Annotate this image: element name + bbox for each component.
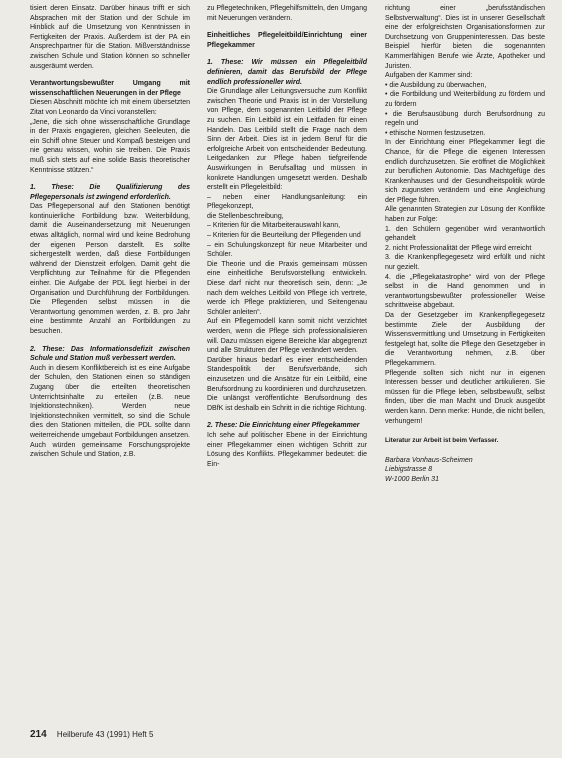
section-heading: 2. These: Die Einrichtung einer Pflegekammer xyxy=(207,422,360,430)
section-heading: 1. These: Die Qualifizierung des Pflegepersonals ist zwingend erforderlich. xyxy=(30,184,190,201)
paragraph: Literatur zur Arbeit ist beim Verfasser. xyxy=(385,437,499,445)
paragraph: – Kriterien für die Mitarbeiterauswahl kann, xyxy=(207,222,341,230)
paragraph: – ein Schulungskonzept für neue Mitarbeiter und Schüler. xyxy=(207,241,367,259)
paragraph: tisiert deren Einsatz. Darüber hinaus trifft er sich Absprachen mit der Station und der Schule im Hinblick auf die Umsetzung von Kenntnissen in Fertigkeiten der Praxis. Außerdem ist der PA ein Ansprechpartner für die Station. Mißverständnisse zwischen Schule und Station können so schneller ausgeräumt werden. xyxy=(30,5,190,70)
paragraph: • die Fortbildung und Weiterbildung zu fördern und zu fördern xyxy=(385,91,545,108)
paragraph: Die Grundlage aller Leitungsversuche zum Konflikt zwischen Theorie und Praxis ist in der Vorstellung von Pflege, dem sogenannten Leitbild der Pflege zu suchen. Ein Leitbild ist ein Leitfaden für einen Handeln. Das Leitbild stellt die Frage nach dem Sinn der Arbeit. Dies ist in jedem Beruf für die erfolgreiche Arbeit von entscheidender Bedeutung. Leitgedanken zur Pflege haben tiefgreifende Auswirkungen in Berufsalltag und müssen in konkrete Handlungen umgesetzt werden. Deshalb erstellt ein Pflegeleitbild: xyxy=(207,88,367,192)
paragraph: Diesen Abschnitt möchte ich mit einem übersetzten Zitat von Leonardo da Vinci voranstellen: xyxy=(30,99,190,116)
paragraph: 2. nicht Professionalität der Pflege wird erreicht xyxy=(385,244,532,252)
paragraph: Aufgaben der Kammer sind: xyxy=(385,72,473,80)
paragraph: Das Pflegepersonal auf den Stationen benötigt kontinuierliche Fortbildung bzw. Weiterbildung, damit die Auseinandersetzung mit Neuerungen etwas alltäglich, normal wird und keine Bedrohung der eigenen Person darstellt. Es sollte sichergestellt werden, daß diese Fortbildungen während der Dienstzeit erfolgen. Damit geht die Verpflichtung zur Teilnahme für die Pflegenden einher. Die Aufgabe der PDL liegt hierbei in der Organisation und Durchführung der Fortbildungen. Die Pflegenden selbst müssen in die Verantwortung genommen werden, z. B. pro Jahr eine bestimmte Anzahl an Fortbildungen zu besuchen. xyxy=(30,203,190,335)
section-heading: Verantwortungsbewußter Umgang mit wissenschaftlichen Neuerungen in der Pflege xyxy=(30,80,190,97)
paragraph: 3. die Krankenpflegegesetz wird erfüllt und nicht nur gezielt. xyxy=(385,254,545,272)
page-number: 214 xyxy=(30,729,47,740)
column-left xyxy=(30,4,190,460)
paragraph: die Stellenbeschreibung, xyxy=(207,212,284,220)
paragraph: Darüber hinaus bedarf es einer entscheidenden Standespolitik der Berufsverbände, sich einzusetzen und die Ansätze für ein Leitbild, eine Berufsordnung zu koordinieren und durchzusetzen. Die unlängst veröffentlichte Berufsordnung des DBfK ist deshalb ein Schritt in die richtige Richtung. xyxy=(207,356,367,412)
paragraph: – Kriterien für die Beurteilung der Pflegenden und xyxy=(207,232,361,240)
paragraph: Alle genannten Strategien zur Lösung der Konflikte haben zur Folge: xyxy=(385,206,545,224)
paragraph: 4. die „Pflegekatastrophe“ wird von der Pflege selbst in die Hand genommen und in verantwortungsbewußter professioneller Weise schrittweise abgebaut. xyxy=(385,273,545,310)
paragraph: • ethische Normen festzusetzen. xyxy=(385,129,486,137)
paragraph: • die Berufsausübung durch Berufsordnung zu regeln und xyxy=(385,110,545,128)
paragraph: In der Einrichtung einer Pflegekammer liegt die Chance, für die Pflege die eigenen Interessen endlich durchzusetzen. Sie eröffnet die Möglichkeit zur beruflichen Autonomie. Das Machtgefüge des Krankenhauses und der Gesundheitspolitik würde sich zugunsten verändern und eine Angleichung der Pflege führen. xyxy=(385,139,545,204)
paragraph: Liebigstrasse 8 xyxy=(385,466,433,474)
paragraph: • die Ausbildung zu überwachen, xyxy=(385,81,487,89)
paragraph: Auch in diesem Konfliktbereich ist es eine Aufgabe der Schulen, den Stationen einen so ständigen Zugang über die erteilten theoretischen Unterrichtsinhalte zu erteilen (z.B. neue Injektionstechniken). Werden neue Injektionstechniken vermittelt, so sind die Schule dies den Stationen mitteilen, die PDL sollte dann weiterreichende umgebaut Fortbildungen ansetzen. Auch würden gemeinsame Forschungsprojekte zwischen Schule und Station, z.B. xyxy=(30,364,190,459)
paragraph: Da der Gesetzgeber im Krankenpflegegesetz bestimmte Ziele der Ausbildung der Wissensvermittlung und Umsetzung in Fertigkeiten festgelegt hat, sollte die Pflege den Gesetzgeber in die Verantwortung nehmen, z.B. über Pflegekammern. xyxy=(385,312,545,367)
section-heading: 2. These: Das Informationsdefizit zwischen Schule und Station muß verbessert werden. xyxy=(30,345,190,363)
paragraph: Die Theorie und die Praxis gemeinsam müssen eine einheitliche Berufsvorstellung entwickeln. Diese darf nicht nur theoretisch sein, denn: „Je nach dem welches Leitbild von Pflege ich vertrete, werde ich Pflege praktizieren, und Seitengenau Schüler anleiten“. xyxy=(207,260,367,316)
paragraph: Ich sehe auf politischer Ebene in der Einrichtung einer Pflegekammer einen wichtigen Schritt zur Lösung des Konflikts. Pflegekammer bedeutet: die Ein- xyxy=(207,431,367,468)
paragraph: „Jene, die sich ohne wissenschaftliche Grundlage in der Praxis engagieren, gleichen Seeleuten, die ein Schiff ohne Steuer und Kompaß besteigen und nie genau wissen, wohin sie treiben. Die Praxis muß sich stets auf eine solide Basis theoretischer Kenntnisse stützen.“ xyxy=(30,118,190,174)
paragraph: Auf ein Pflegemodell kann somit nicht verzichtet werden, wenn die Pflege sich professionalisieren will. Dazu müssen eigene Bereiche klar abgegrenzt und alle Strukturen der Pflege verändert werden. xyxy=(207,318,367,355)
paragraph: zu Pflegetechniken, Pflegehilfsmitteln, den Umgang mit Neuerungen verändern. xyxy=(207,5,367,22)
paragraph: W-1000 Berlin 31 xyxy=(385,475,439,483)
journal-reference: Heilberufe 43 (1991) Heft 5 xyxy=(56,730,154,739)
section-heading: Einheitliches Pflegeleitbild/Einrichtung einer Pflegekammer xyxy=(207,32,367,49)
paragraph: – neben einer Handlungsanleitung: ein Pflegekonzept, xyxy=(207,193,367,211)
column-middle xyxy=(207,4,367,469)
paragraph: Barbara Vonhaus-Scheimen xyxy=(385,456,473,464)
column-right xyxy=(385,4,545,485)
paragraph: Pflegende sollten sich nicht nur in eigenen Interessen besser und deutlicher artikulieren. Sie müssen für die Pflege leben, selbstbewußt, selbst finden, über die man Macht und Druck ausgeübt werden kann. Denn merke: Hunde, die nicht bellen, verhungern! xyxy=(385,369,545,425)
paragraph: 1. den Schülern gegenüber wird verantwortlich gehandelt xyxy=(385,225,545,243)
paragraph: richtung einer „berufsständischen Selbstverwaltung“. Dies ist in unserer Gesellschaft eine der erfolgreichsten Organisationsformen zur Durchsetzung von Gruppeninteressen. Das beste Beispiel hierfür bieten die sogenannten Kammerfähigen Berufe wie Ärzte, Apotheker und Juristen. xyxy=(385,5,545,70)
page-footer xyxy=(30,729,153,740)
section-heading: 1. These: Wir müssen ein Pflegeleitbild definieren, damit das Berufsbild der Pflege endlich professioneller wird. xyxy=(207,59,367,86)
